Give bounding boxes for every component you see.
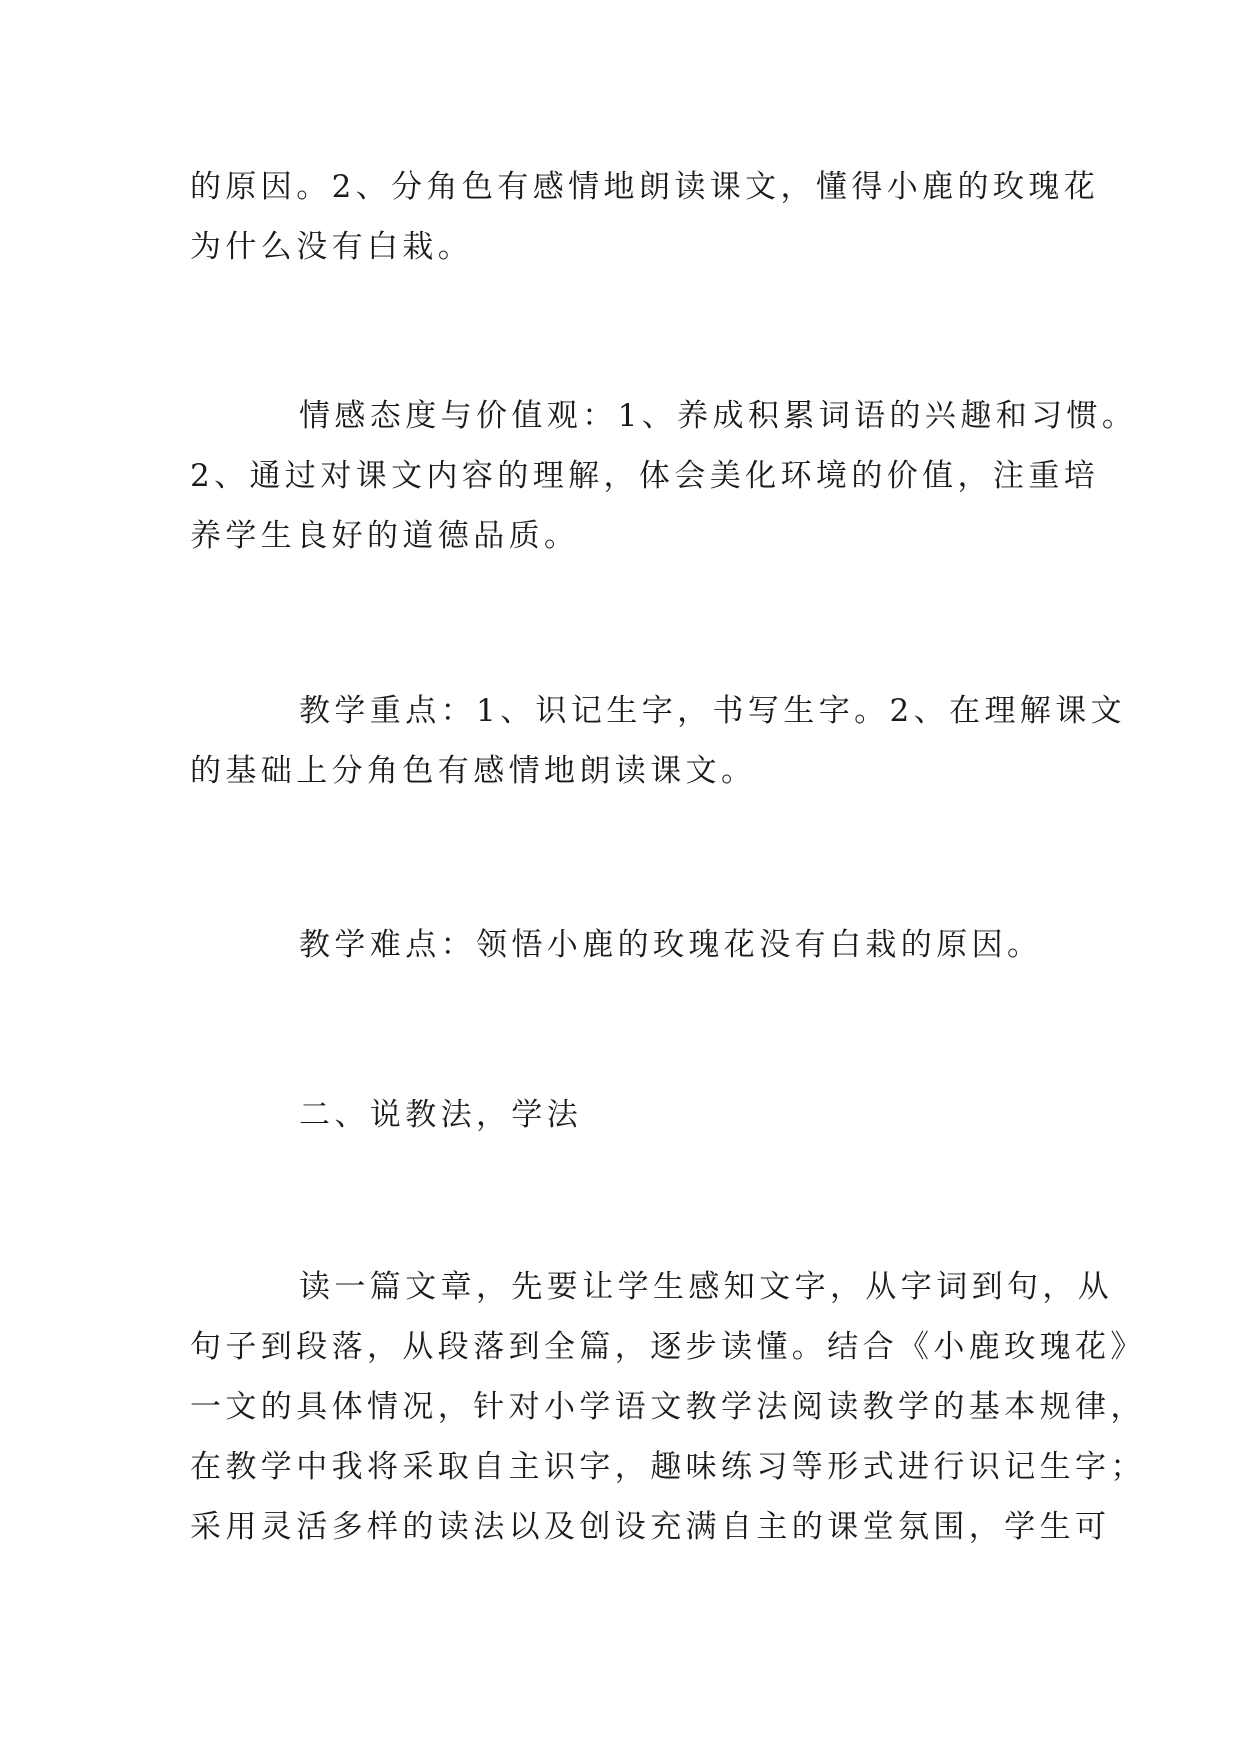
text-line: 为什么没有白栽。 xyxy=(190,229,474,265)
paragraph-reading-goal-continuation xyxy=(190,157,1100,277)
text-line: 养学生良好的道德品质。 xyxy=(190,518,580,554)
text-line: 一文的具体情况，针对小学语文教学法阅读教学的基本规律， xyxy=(190,1389,1146,1425)
text-line: 的基础上分角色有感情地朗读课文。 xyxy=(190,753,757,789)
text-line: 2、通过对课文内容的理解，体会美化环境的价值，注重培 xyxy=(190,458,1100,494)
text-line: 情感态度与价值观：1、养成积累词语的兴趣和习惯。 xyxy=(299,398,1138,434)
paragraph-emotion-values xyxy=(190,386,1138,566)
text-line: 的原因。2、分角色有感情地朗读课文，懂得小鹿的玫瑰花 xyxy=(190,169,1100,205)
text-line: 采用灵活多样的读法以及创设充满自主的课堂氛围，学生可 xyxy=(190,1509,1111,1545)
paragraph-teaching-focus xyxy=(190,681,1127,801)
text-line: 教学重点：1、识记生字，书写生字。2、在理解课文 xyxy=(299,693,1127,729)
section-heading: 二、说教法，学法 xyxy=(299,1097,583,1133)
text-line: 读一篇文章，先要让学生感知文字，从字词到句，从 xyxy=(299,1269,1114,1305)
text-line: 句子到段落，从段落到全篇，逐步读懂。结合《小鹿玫瑰花》 xyxy=(190,1329,1146,1365)
text-line: 在教学中我将采取自主识字，趣味练习等形式进行识记生字； xyxy=(190,1449,1146,1485)
paragraph-methods-body xyxy=(190,1257,1146,1557)
section-heading-methods xyxy=(190,1085,1056,1145)
paragraph-teaching-difficulty xyxy=(190,915,1056,975)
text-line: 教学难点：领悟小鹿的玫瑰花没有白栽的原因。 xyxy=(299,927,1043,963)
